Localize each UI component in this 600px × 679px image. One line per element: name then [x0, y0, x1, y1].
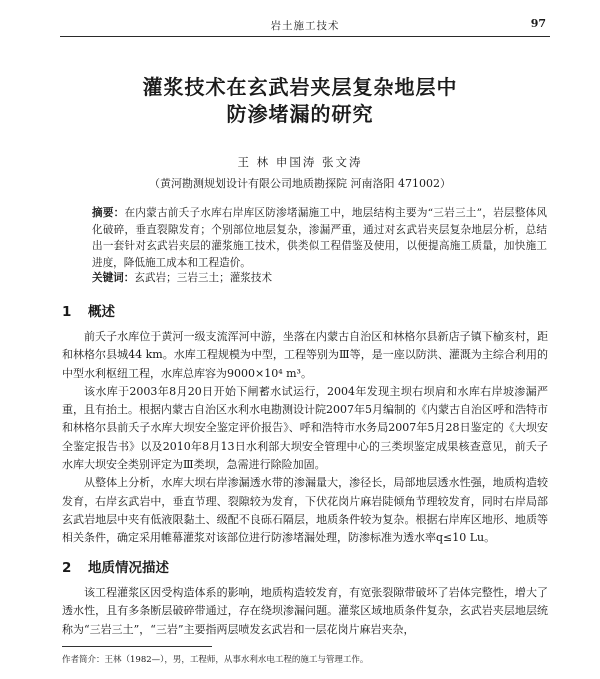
journal-name: 岩土施工技术 — [270, 20, 340, 32]
footnote-divider — [62, 646, 212, 647]
section-title: 概述 — [88, 304, 115, 320]
section-title: 地质情况描述 — [88, 560, 169, 576]
title-line-2: 防渗堵漏的研究 — [226, 102, 374, 126]
paper-title — [0, 74, 600, 128]
footnote: 作者简介：王林（1982—），男，工程师，从事水利水电工程的施工与管理工作。 — [62, 655, 369, 665]
section-2-heading — [62, 556, 169, 576]
section-1-body — [62, 328, 548, 548]
page-number: 97 — [530, 17, 546, 30]
paragraph: 该工程灌浆区因受构造体系的影响，地质构造较发育，有宽张裂隙带破坏了岩体完整性，增大了透水性，且有多条断层破碎带通过，存在绕坝渗漏问题。灌浆区域地质条件复杂，玄武岩夹层地层统称为“三岩三土”，“三岩”主要指两层喷发玄武岩和一层花岗片麻岩夹杂， — [62, 586, 548, 636]
keywords — [92, 270, 547, 286]
title-line-1: 灌浆技术在玄武岩夹层复杂地层中 — [142, 75, 458, 99]
section-2-body — [62, 584, 548, 639]
section-number: 1 — [62, 304, 72, 320]
paragraph: 前夭子水库位于黄河一级支流浑河中游，坐落在内蒙古自治区和林格尔县新店子镇下榆亥村，距和林格尔县城44 km。水库工程规模为中型，工程等别为Ⅲ等，是一座以防洪、灌溉为主综合利用的中型水利枢纽工程，水库总库容为9000×10⁴ m³。 — [62, 330, 548, 380]
keywords-text: 玄武岩；三岩三土；灌浆技术 — [134, 272, 273, 284]
affiliation: （黄河勘测规划设计有限公司地质勘探院 河南洛阳 471002） — [149, 177, 451, 190]
section-1-heading — [62, 300, 115, 320]
paragraph: 该水库于2003年8月20日开始下闸蓄水试运行，2004年发现主坝右坝肩和水库右岸坡渗漏严重，且有抬土。根据内蒙古自治区水利水电勘测设计院2007年5月编制的《内蒙古自治区呼和浩特市和林格尔县前夭子水库大坝安全鉴定评价报告》、呼和浩特市水务局2007年5月28日鉴定的《大坝安全鉴定报告书》以及2010年8月13日水利部大坝安全管理中心的三类坝鉴定成果核查意见，前夭子水库大坝安全类别评定为Ⅲ类坝，急需进行除险加固。 — [62, 384, 548, 472]
author-list: 王 林 申国涛 张文涛 — [237, 155, 363, 169]
running-header — [60, 14, 550, 37]
abstract-label: 摘要： — [92, 207, 125, 219]
paragraph: 从整体上分析，水库大坝右岸渗漏透水带的渗漏量大，渗径长，局部地层透水性强，地质构造较发育，右岸玄武岩中，垂直节理、裂隙较为发育，下伏花岗片麻岩陡倾角节理较发育，同时右岸局部玄武岩地层中夹有低液限黏土、级配不良砾石隔层，地质条件较为复杂。根据右岸库区地形、地质等相关条件，确定采用帷幕灌浆对该部位进行防渗堵漏处理，防渗标准为透水率q≤10 Lu。 — [62, 476, 548, 545]
abstract — [92, 205, 547, 271]
abstract-text: 在内蒙古前夭子水库右岸库区防渗堵漏施工中，地层结构主要为“三岩三土”，岩层整体风化破碎，垂直裂隙发育；个别部位地层复杂，渗漏严重，通过对玄武岩夹层复杂地层分析，总结出一套针对玄武岩夹层的灌浆施工技术，供类似工程借鉴及使用，以便提高施工质量，加快施工进度，降低施工成本和工程造价。 — [92, 207, 547, 269]
keywords-label: 关键词： — [92, 272, 135, 284]
section-number: 2 — [62, 560, 72, 576]
